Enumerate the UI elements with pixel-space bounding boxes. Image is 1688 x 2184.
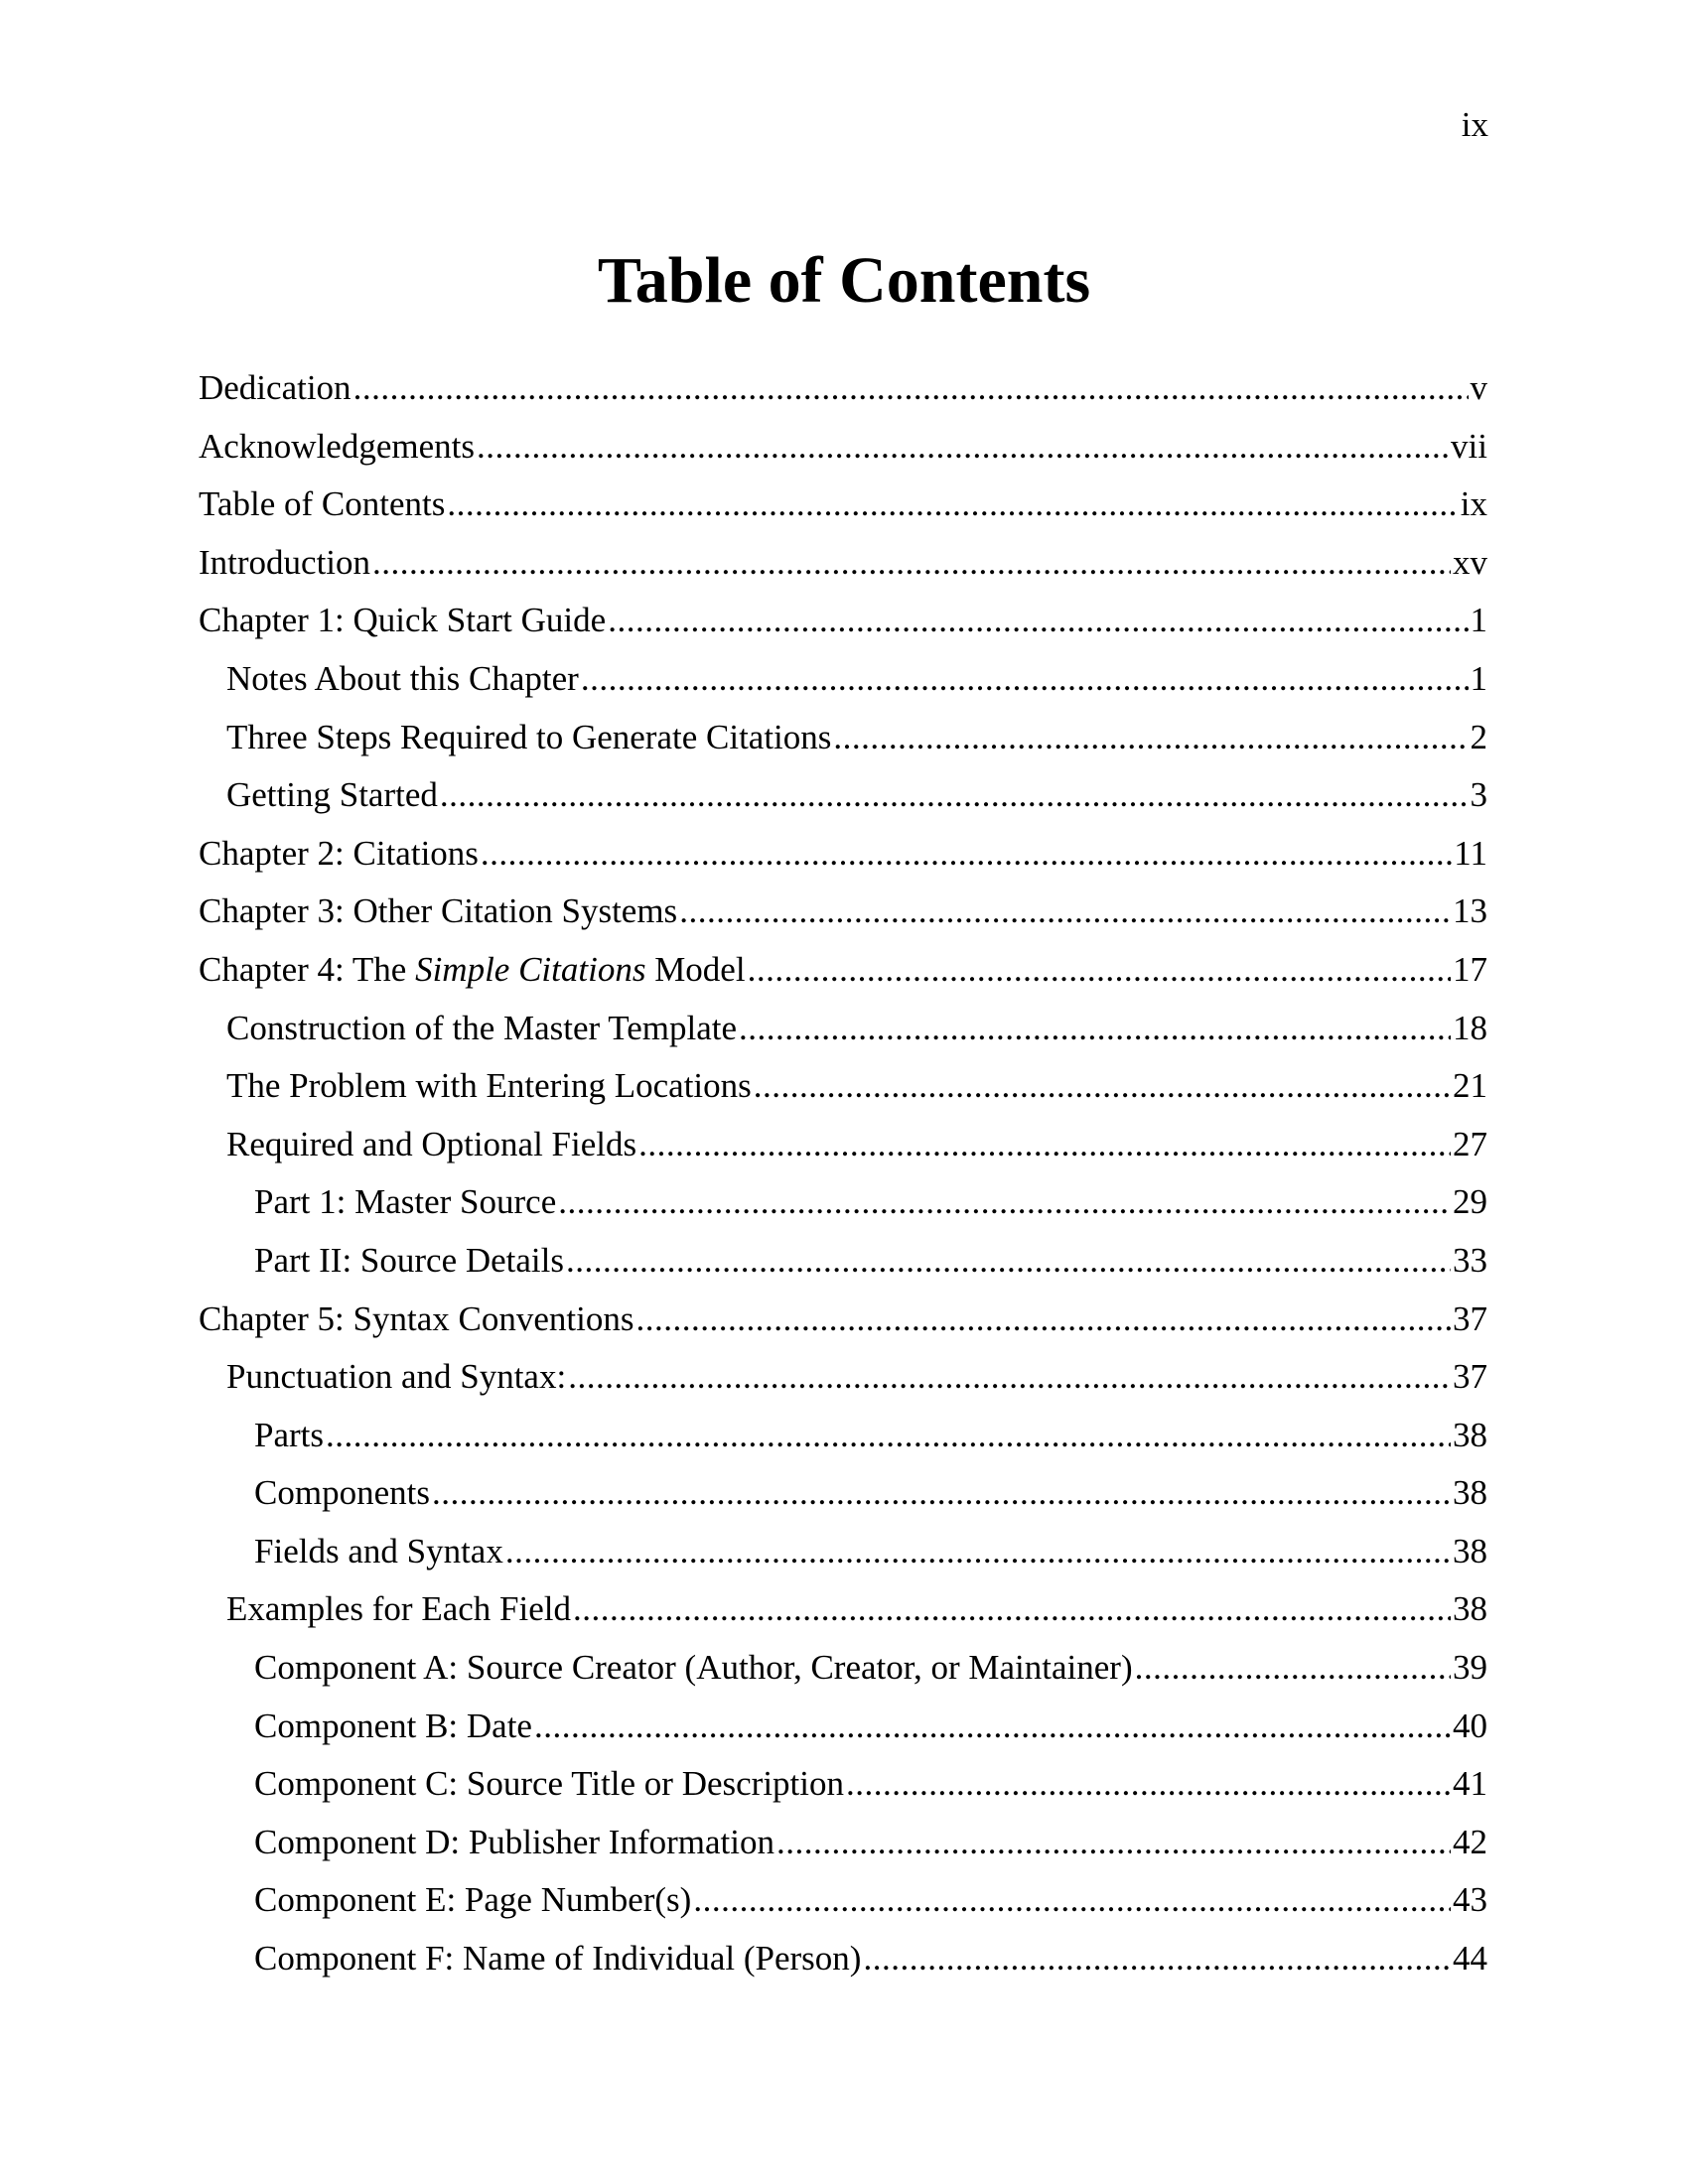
dot-leader: [440, 766, 1469, 825]
table-of-contents: [199, 359, 1487, 1988]
toc-entry-label: [199, 941, 746, 1000]
toc-entry-label: Fields and Syntax: [254, 1531, 503, 1570]
toc-entry-label: Construction of the Master Template: [226, 1008, 738, 1047]
dot-leader: [638, 1116, 1451, 1174]
toc-entry: [199, 1755, 1487, 1814]
dot-leader: [477, 418, 1449, 477]
toc-entry-page: 1: [1470, 658, 1487, 698]
toc-entry: [199, 766, 1487, 825]
toc-entry-label: Notes About this Chapter: [226, 658, 579, 698]
toc-entry-page: 44: [1453, 1939, 1487, 1979]
dot-leader: [326, 1407, 1451, 1465]
dot-leader: [1135, 1639, 1451, 1698]
toc-entry-page: 3: [1470, 775, 1487, 815]
dot-leader: [754, 1057, 1451, 1116]
dot-leader: [534, 1698, 1451, 1756]
page-title: Table of Contents: [597, 244, 1091, 317]
toc-entry-page: 21: [1453, 1066, 1487, 1106]
toc-entry: [199, 1291, 1487, 1349]
dot-leader: [558, 1173, 1451, 1232]
toc-entry-page: xv: [1453, 542, 1487, 582]
toc-entry-label: Required and Optional Fields: [226, 1124, 637, 1163]
toc-entry: [199, 1698, 1487, 1756]
dot-leader: [581, 650, 1469, 709]
toc-entry: [199, 883, 1487, 941]
toc-entry-label: Component C: Source Title or Description: [254, 1764, 845, 1804]
toc-entry-page: 29: [1453, 1182, 1487, 1222]
toc-entry: [199, 1057, 1487, 1116]
page-number: ix: [1461, 105, 1488, 144]
toc-entry-label: Component B: Date: [254, 1706, 532, 1745]
toc-entry: [199, 534, 1487, 593]
dot-leader: [608, 592, 1468, 650]
toc-entry-page: 2: [1470, 717, 1487, 756]
toc-entry-page: 13: [1453, 891, 1487, 931]
toc-entry-label-text: Model: [645, 949, 746, 989]
toc-entry: [199, 1348, 1487, 1407]
dot-leader: [372, 534, 1451, 593]
toc-entry: [199, 1930, 1487, 1988]
toc-entry-label: Acknowledgements: [199, 426, 475, 466]
toc-entry-label: Punctuation and Syntax:: [226, 1357, 567, 1397]
toc-entry-page: vii: [1451, 426, 1487, 466]
toc-entry-label: The Problem with Entering Locations: [226, 1066, 752, 1106]
toc-entry: [199, 418, 1487, 477]
dot-leader: [505, 1523, 1451, 1581]
dot-leader: [481, 825, 1452, 884]
toc-entry: [199, 1000, 1487, 1058]
toc-entry-page: 18: [1453, 1008, 1487, 1047]
dot-leader: [353, 359, 1469, 418]
dot-leader: [693, 1871, 1451, 1930]
toc-entry-page: 37: [1453, 1298, 1487, 1338]
toc-entry-label: Three Steps Required to Generate Citations: [226, 717, 832, 756]
toc-entry-page: 38: [1453, 1415, 1487, 1454]
toc-entry-page: 11: [1454, 833, 1487, 873]
toc-entry-label: Component D: Publisher Information: [254, 1822, 774, 1861]
toc-entry-label: Chapter 1: Quick Start Guide: [199, 601, 607, 640]
dot-leader: [748, 941, 1451, 1000]
toc-entry-label: Chapter 5: Syntax Conventions: [199, 1298, 634, 1338]
dot-leader: [833, 709, 1468, 767]
toc-entry-page: 37: [1453, 1357, 1487, 1397]
toc-entry-label: Examples for Each Field: [226, 1589, 571, 1629]
toc-entry: [199, 825, 1487, 884]
dot-leader: [432, 1464, 1451, 1523]
toc-entry-label: Getting Started: [226, 775, 438, 815]
toc-entry-label: Introduction: [199, 542, 371, 582]
dot-leader: [568, 1348, 1451, 1407]
toc-entry-page: 39: [1453, 1648, 1487, 1688]
toc-entry: [199, 1580, 1487, 1639]
toc-entry-label: Component E: Page Number(s): [254, 1880, 692, 1920]
toc-entry-page: 38: [1453, 1589, 1487, 1629]
toc-entry: [199, 1639, 1487, 1698]
toc-entry-label: Component A: Source Creator (Author, Creator, or Maintainer): [254, 1648, 1133, 1688]
dot-leader: [635, 1291, 1451, 1349]
dot-leader: [573, 1580, 1451, 1639]
toc-entry-label: Dedication: [199, 368, 352, 407]
dot-leader: [566, 1232, 1451, 1291]
toc-entry: [199, 359, 1487, 418]
toc-entry-page: 38: [1453, 1531, 1487, 1570]
toc-entry: [199, 1814, 1487, 1872]
toc-entry: [199, 1407, 1487, 1465]
toc-entry: [199, 476, 1487, 534]
toc-entry: [199, 1232, 1487, 1291]
toc-entry-label: Components: [254, 1473, 430, 1513]
toc-entry-page: 42: [1453, 1822, 1487, 1861]
toc-entry-page: v: [1470, 368, 1487, 407]
dot-leader: [447, 476, 1458, 534]
toc-entry-page: 1: [1470, 601, 1487, 640]
toc-entry-label: Table of Contents: [199, 484, 446, 524]
toc-entry-label: Chapter 3: Other Citation Systems: [199, 891, 678, 931]
dot-leader: [846, 1755, 1451, 1814]
toc-entry: [199, 1523, 1487, 1581]
toc-entry-page: 33: [1453, 1240, 1487, 1280]
toc-entry-label-italic: Simple Citations: [415, 949, 646, 989]
toc-entry: [199, 941, 1487, 1000]
toc-entry: [199, 1173, 1487, 1232]
toc-entry-label: Parts: [254, 1415, 324, 1454]
toc-entry-page: 41: [1453, 1764, 1487, 1804]
dot-leader: [739, 1000, 1451, 1058]
toc-entry-page: ix: [1460, 484, 1487, 524]
toc-entry-page: 38: [1453, 1473, 1487, 1513]
toc-entry: [199, 592, 1487, 650]
toc-entry: [199, 1871, 1487, 1930]
toc-entry-page: 40: [1453, 1706, 1487, 1745]
dot-leader: [863, 1930, 1451, 1988]
dot-leader: [776, 1814, 1451, 1872]
toc-entry-label: Part 1: Master Source: [254, 1182, 557, 1222]
toc-entry-label: Component F: Name of Individual (Person): [254, 1939, 862, 1979]
toc-entry-label: Part II: Source Details: [254, 1240, 564, 1280]
toc-entry-page: 17: [1453, 949, 1487, 989]
toc-entry: [199, 1116, 1487, 1174]
toc-entry-label-text: Chapter 4: The: [199, 949, 416, 989]
toc-entry-page: 27: [1453, 1124, 1487, 1163]
toc-entry: [199, 709, 1487, 767]
toc-entry-label: Chapter 2: Citations: [199, 833, 479, 873]
toc-entry: [199, 1464, 1487, 1523]
toc-entry: [199, 650, 1487, 709]
toc-entry-page: 43: [1453, 1880, 1487, 1920]
dot-leader: [679, 883, 1451, 941]
